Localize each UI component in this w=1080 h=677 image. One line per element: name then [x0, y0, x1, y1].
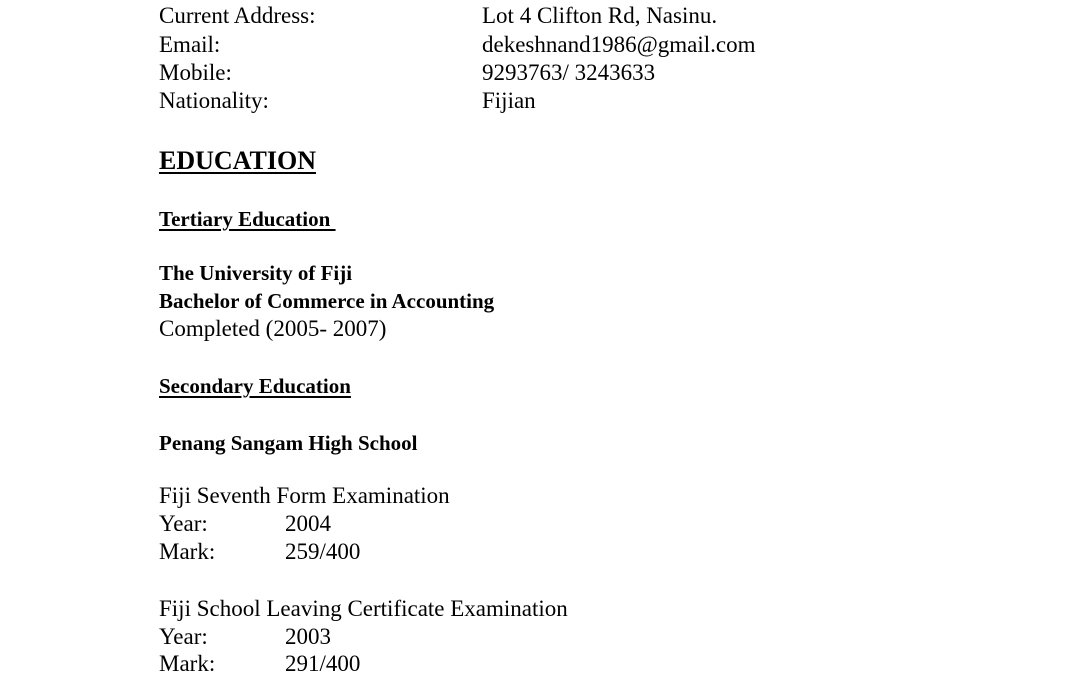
exam2-mark-label: Mark:	[159, 651, 216, 676]
mobile-label: Mobile:	[159, 60, 232, 85]
university-name: The University of Fiji	[159, 261, 353, 285]
exam2-title: Fiji School Leaving Certificate Examination	[159, 596, 568, 621]
exam2-year-value: 2003	[285, 624, 331, 649]
email-value: dekeshnand1986@gmail.com	[482, 32, 756, 57]
nationality-label: Nationality:	[159, 88, 269, 113]
exam1-year-value: 2004	[285, 511, 331, 536]
email-label: Email:	[159, 32, 221, 57]
secondary-education-heading: Secondary Education	[159, 374, 351, 398]
nationality-value: Fijian	[482, 88, 536, 113]
exam1-year-label: Year:	[159, 511, 208, 536]
exam2-mark-value: 291/400	[285, 651, 361, 676]
address-label: Current Address:	[159, 3, 316, 28]
mobile-value: 9293763/ 3243633	[482, 60, 656, 85]
tertiary-education-heading: Tertiary Education	[159, 207, 336, 231]
exam1-title: Fiji Seventh Form Examination	[159, 483, 450, 508]
education-heading: EDUCATION	[159, 146, 316, 175]
exam1-mark-value: 259/400	[285, 539, 361, 564]
school-name: Penang Sangam High School	[159, 431, 418, 455]
degree-status: Completed (2005- 2007)	[159, 316, 387, 341]
exam1-mark-label: Mark:	[159, 539, 216, 564]
exam2-year-label: Year:	[159, 624, 208, 649]
address-value: Lot 4 Clifton Rd, Nasinu.	[482, 3, 718, 28]
degree-name: Bachelor of Commerce in Accounting	[159, 289, 495, 313]
